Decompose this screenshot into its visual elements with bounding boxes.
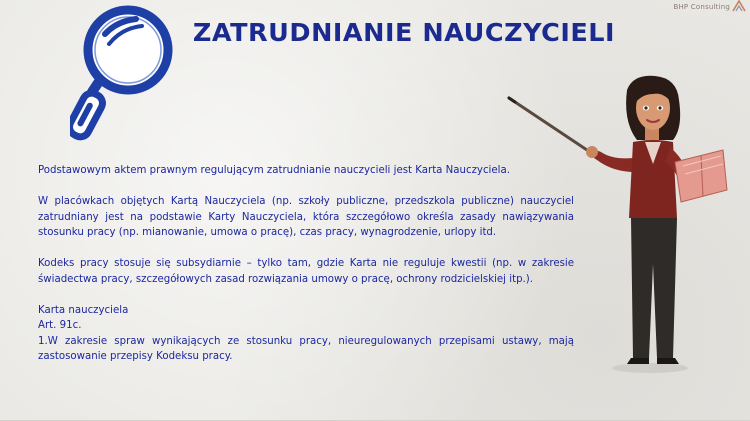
magnifying-glass-icon: [70, 4, 180, 144]
paragraph-charter: W placówkach objętych Kartą Nauczyciela (np. szkoły publiczne, przedszkola publiczne) nauczyciel zatrudniany jest na podstawie Karty Nauczyciela, która szczegółowo określa zasady nawiązywania stosunku pracy (np. mianowanie, umowa o pracę), czas pracy, wynagrodzenie, urlopy itd.: [38, 196, 574, 238]
paragraph-intro: Podstawowym aktem prawnym regulującym zatrudnianie nauczycieli jest Karta Nauczyciela.: [38, 165, 510, 176]
paragraph-labor-code: Kodeks pracy stosuje się subsydiarnie – tylko tam, gdzie Karta nie reguluje kwestii (np. w zakresie świadectwa pracy, szczegółowych zasad rozwiązania umowy o pracę, ochrony rodzicielskiej itp.).: [38, 258, 574, 285]
content-body: [38, 163, 574, 365]
bhp-logo-icon: [732, 0, 746, 12]
legal-article: Art. 91c.: [38, 320, 82, 331]
legal-text: 1.W zakresie spraw wynikających ze stosunku pracy, nieuregulowanych przepisami ustawy, mają zastosowanie przepisy Kodeksu pracy.: [38, 335, 574, 362]
teacher-illustration: [505, 68, 745, 378]
legal-heading: Karta nauczyciela: [38, 304, 129, 316]
brand-name: BHP Consulting: [673, 3, 730, 11]
page-title: ZATRUDNIANIE NAUCZYCIELI: [192, 18, 616, 47]
